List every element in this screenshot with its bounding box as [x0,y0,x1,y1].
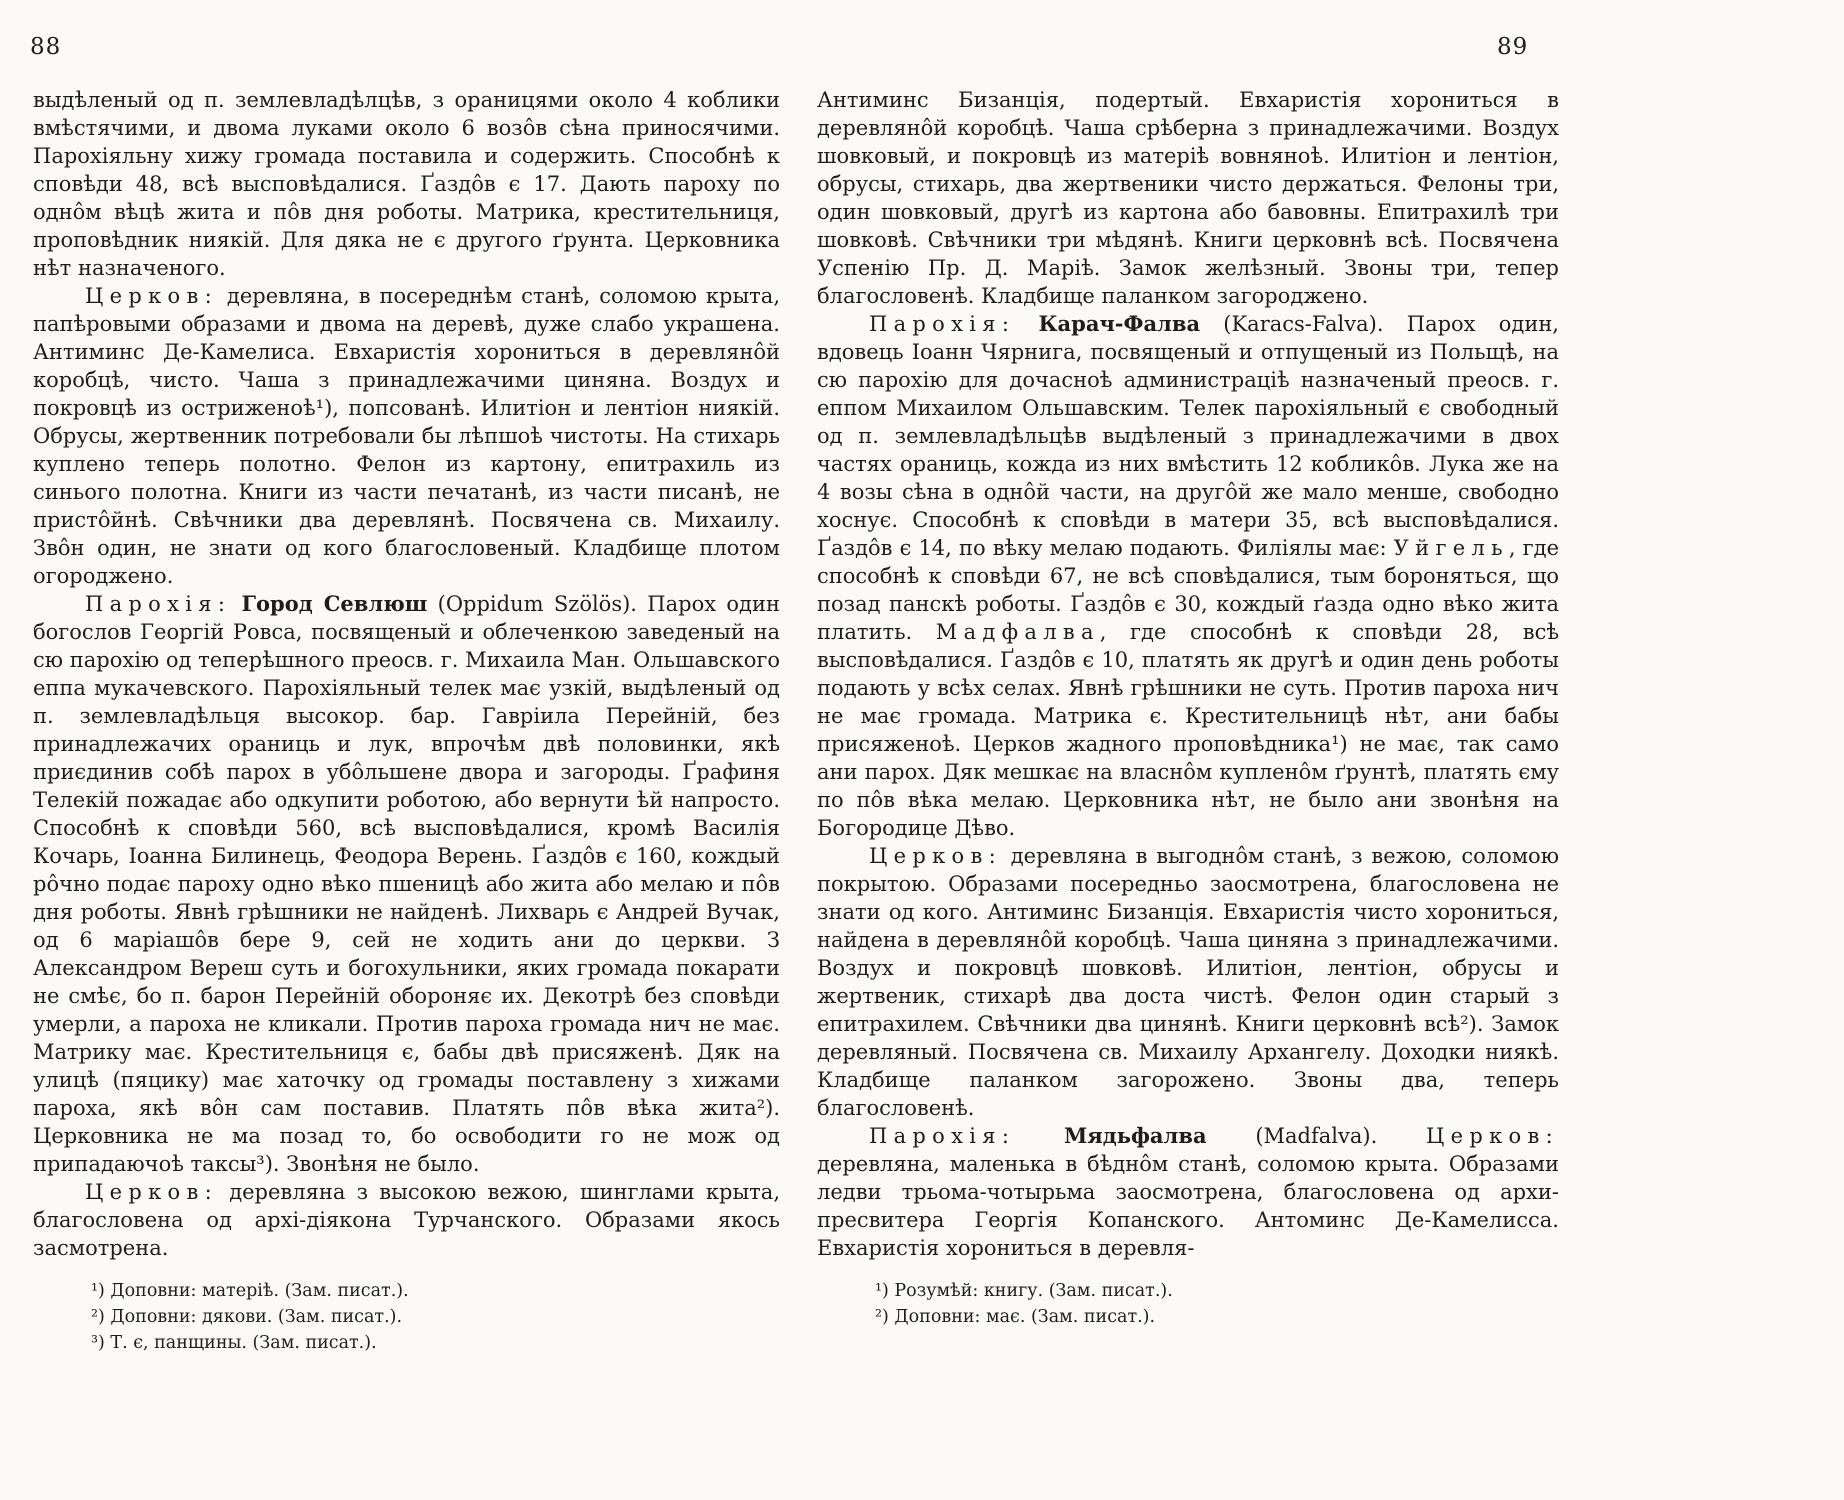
text-segment-spaced: Парохія: [85,592,232,616]
paragraph [817,310,1559,842]
text-segment-normal: (Karacs-Falva). Парох один, вдовець Іоанн Чярнига, посвященый и отпущеный из Польщѣ, на сю парохію для дочасноѣ администраціѣ назначеный преосв. г. еппом Михаилом Ольшавским. Телек парохіяльный є свободный од п. землевладѣльцѣв выдѣленый з принадлежачими в двох частях ораниць, кожда из них вмѣстить 12 кобликôв. Лука же на 4 возы сѣна в однôй части, на другôй же мало менше, свободно хоснує. Способнѣ к сповѣди в матери 35, всѣ высповѣдалися. Ґаздôв є 14, по вѣку мелаю подають. Филіялы має: [817,312,1559,560]
text-segment-normal: (Madfalva). [1206,1124,1427,1148]
paragraph [817,842,1559,1122]
text-segment-bold: Мядьфалва [1063,1123,1207,1148]
paragraph [817,1122,1559,1262]
paragraph [817,86,1559,310]
text-segment-spaced: Церков: [1426,1124,1559,1148]
text-segment-bold: Карач-Фалва [1038,311,1201,336]
page-number-right: 89 [1497,34,1529,60]
text-segment-normal: Антиминс Бизанція, подертый. Евхаристія хорониться в деревлянôй коробцѣ. Чаша срѣберна з принадлежачими. Воздух шовковый, и покровцѣ из матеріѣ вовняноѣ. Илитіон и лентіон, обрусы, стихарь, два жертвеники чисто держаться. Фелоны три, один шовковый, другѣ из картона або бавовны. Епитрахилѣ три шовковѣ. Свѣчники три мѣдянѣ. Книги церковнѣ всѣ. Посвячена Успенію Пр. Д. Маріѣ. Замок желѣзный. Звоны три, тепер благословенѣ. Кладбище паланком загороджено. [817,88,1559,308]
text-segment-bold: Город Севлюш [241,591,428,616]
footnote: ³) Т. є, панщины. (Зам. писат.). [91,1333,377,1353]
footnote: ¹) Доповни: матеріѣ. (Зам. писат.). [91,1281,409,1301]
paragraph [33,1178,780,1262]
text-segment-spaced: Церков: [85,1180,218,1204]
page-right-footnotes [817,1278,1559,1330]
text-segment-spaced: Парохія: [869,312,1016,336]
text-segment-normal: деревляна, в посереднѣм станѣ, соломою крыта, папѣровыми образами и двома на деревѣ, дуже слабо украшена. Антиминс Де-Камелиса. Евхаристія хорониться в деревлянôй коробцѣ, чисто. Чаша з принадлежачими циняна. Воздух и покровцѣ из остриженоѣ¹), попсованѣ. Илитіон и лентіон ниякій. Обрусы, жертвенник потребовали бы лѣпшоѣ чистоты. На стихарь куплено теперь полотно. Фелон из картону, епитрахиль из синього полотна. Книги из части печатанѣ, из части писанѣ, не пристôйнѣ. Свѣчники два деревлянѣ. Посвячена св. Михаилу. Звôн один, не знати од кого благословеный. Кладбище плотом огороджено. [33,284,780,588]
text-segment-normal: , где способнѣ к сповѣди 67, не всѣ сповѣдалися, тым бороняться, що позад панскѣ роботы. Ґаздôв є 30, кождый ґазда одно вѣко жита платить. [817,536,1559,644]
page-left-footnotes [33,1278,780,1356]
page-left-paragraphs [33,86,780,1262]
text-segment-spaced: Церков: [85,284,218,308]
footnote: ¹) Розумѣй: книгу. (Зам. писат.). [875,1281,1173,1301]
page-left-text-column [33,86,780,1356]
text-segment-normal: (Oppidum Szölös). Парох один богослов Георгій Ровса, посвященый и облеченкою заведеный на сю парохію од теперѣшного преосв. г. Михаила Ман. Ольшавского еппа мукачевского. Парохіяльный телек має узкій, выдѣленый од п. землевладѣльця высокор. бар. Гавріила Перейній, без принадлежачих ораниць и лук, впрочѣм двѣ половинки, якѣ приєдинив собѣ парох в убôльшене двора и загороды. Ґрафиня Телекій пожадає або одкупити роботою, або вернути ѣй напросто. Способнѣ к сповѣди 560, всѣ высповѣдалися, кромѣ Василія Кочарь, Іоанна Билинець, Феодора Верень. Ґаздôв є 160, кождый рôчно подає пароху одно вѣко пшеницѣ або жита або мелаю и пôв дня роботы. Явнѣ грѣшники не найденѣ. Лихварь є Андрей Вучак, од 6 маріашôв бере 9, сей не ходить ани до церкви. З Александром Вереш суть и богохульники, яких громада покарати не смѣє, бо п. барон Перейній обороняє их. Декотрѣ без сповѣди умерли, а пароха не кликали. Против пароха громада нич не має. Матрику має. Крестительниця є, бабы двѣ присяженѣ. Дяк на улицѣ (пяцику) має хаточку од громады поставлену з хижами пароха, якѣ вôн сам поставив. Платять пôв вѣка жита²). Церковника не ма позад то, бо освободити го не мож од припадаючоѣ таксы³). Звонѣня не было. [33,592,780,1176]
page-right-paragraphs [817,86,1559,1262]
text-segment-spaced: Мадфалва [935,620,1100,644]
text-segment-normal: выдѣленый од п. землевладѣлцѣв, з ораницями около 4 коблики вмѣстячими, и двома луками около 6 возôв сѣна приносячими. Парохіяльну хижу громада поставила и содержить. Способнѣ к сповѣди 48, всѣ высповѣдалися. Ґаздôв є 17. Дають пароху по однôм вѣцѣ жита и пôв дня роботы. Матрика, крестительниця, проповѣдник ниякій. Для дяка не є другого ґрунта. Церковника нѣт назначеного. [33,88,780,280]
text-segment-normal [1015,312,1038,336]
text-segment-normal: деревляна, маленька в бѣднôм станѣ, соломою крыта. Образами ледви трьома-чотырьма заосмотрена, благословена од архи-пресвитера Георгія Копанского. Антоминс Де-Камелисса. Евхаристія хорониться в деревля- [817,1152,1559,1260]
page-number-left: 88 [30,34,62,60]
text-segment-spaced: Уйгель [1393,536,1509,560]
footnote: ²) Доповни: має. (Зам. писат.). [875,1307,1156,1327]
text-segment-spaced: Церков: [869,844,1002,868]
text-segment-normal: деревляна з высокою вежою, шинглами крыта, благословена од архі-діякона Турчанского. Образами якось засмотрена. [33,1180,780,1260]
paragraph [33,86,780,282]
text-segment-spaced: Парохія: [869,1124,1016,1148]
text-segment-normal [231,592,241,616]
text-segment-normal [1015,1124,1064,1148]
paragraph [33,282,780,590]
paragraph [33,590,780,1178]
text-segment-normal: , где способнѣ к сповѣди 28, всѣ высповѣдалися. Ґаздôв є 10, платять як другѣ и один день роботы подають у всѣх селах. Явнѣ грѣшники не суть. Против пароха нич не має громада. Матрика є. Крестительницѣ нѣт, ани бабы присяженоѣ. Церков жадного проповѣдника¹) не має, так само ани парох. Дяк мешкає на власнôм купленôм ґрунтѣ, платять єму по пôв вѣка мелаю. Церковника нѣт, не было ани звонѣня на Богородице Дѣво. [817,620,1559,840]
footnote: ²) Доповни: дякови. (Зам. писат.). [91,1307,403,1327]
page-right-text-column [817,86,1559,1330]
text-segment-normal: деревляна в выгоднôм станѣ, з вежою, соломою покрытою. Образами посередньо заосмотрена, благословена не знати од кого. Антиминс Бизанція. Евхаристія чисто хорониться, найдена в деревлянôй коробцѣ. Чаша циняна з принадлежачими. Воздух и покровцѣ шовковѣ. Илитіон, лентіон, обрусы и жертвеник, стихарѣ два доста чистѣ. Фелон один старый з епитрахилем. Свѣчники два цинянѣ. Книги церковнѣ всѣ²). Замок деревляный. Посвячена св. Михаилу Архангелу. Доходки ниякѣ. Кладбище паланком загорожено. Звоны два, теперь благословенѣ. [817,844,1559,1120]
